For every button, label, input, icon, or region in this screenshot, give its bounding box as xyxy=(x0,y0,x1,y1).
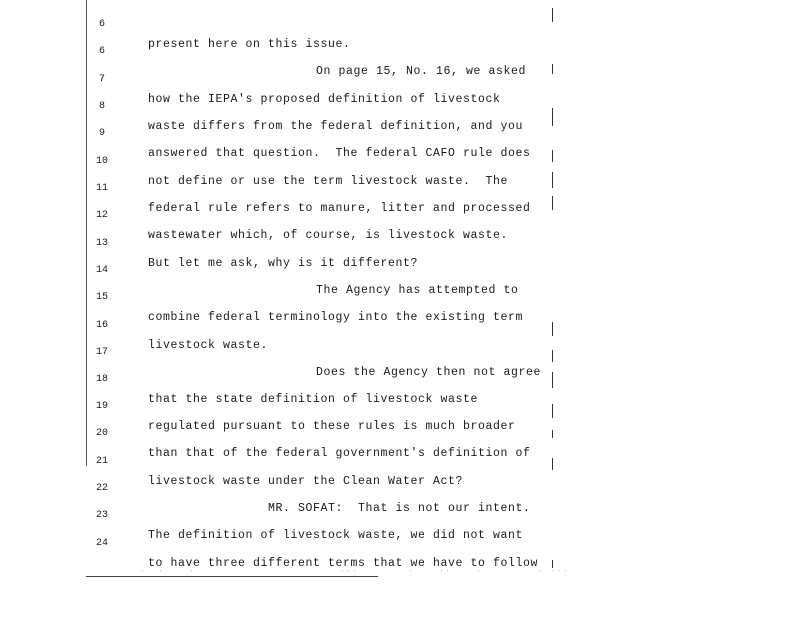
line-number: 6 xyxy=(98,46,105,57)
line-text: Does the Agency then not agree xyxy=(316,366,542,379)
line-text: livestock waste. xyxy=(148,339,269,352)
right-margin-mark xyxy=(552,404,553,418)
line-number: 18 xyxy=(95,374,108,385)
line-text: regulated pursuant to these rules is much broader xyxy=(148,420,516,433)
line-text: The definition of livestock waste, we did not want xyxy=(148,529,524,542)
line-number: 22 xyxy=(95,483,108,494)
line-number: 6 xyxy=(98,19,105,30)
right-margin-mark xyxy=(552,372,553,388)
line-text: than that of the federal government's definition of xyxy=(148,447,531,460)
right-margin-mark xyxy=(552,64,553,74)
line-text: wastewater which, of course, is livestock waste. xyxy=(148,229,509,242)
footer-scan-marks: ˙˙˙ ˙ ˙˙ ˙ ˙ ˙˙˙ xyxy=(340,571,570,579)
line-text: answered that question. The federal CAFO rule does xyxy=(148,147,531,160)
right-margin-mark xyxy=(552,458,553,470)
line-number: 10 xyxy=(95,156,108,167)
right-margin-mark xyxy=(552,108,553,126)
right-margin-mark xyxy=(552,196,553,210)
right-margin-mark xyxy=(552,8,553,22)
line-text: to have three different terms that we have to follow xyxy=(148,557,539,570)
line-number: 11 xyxy=(95,183,108,194)
line-text: livestock waste under the Clean Water Act? xyxy=(148,475,464,488)
line-number: 17 xyxy=(95,347,108,358)
right-margin-mark xyxy=(552,350,553,362)
line-number: 20 xyxy=(95,428,108,439)
line-number: 24 xyxy=(95,538,108,549)
line-text: waste differs from the federal definition, and you xyxy=(148,120,524,133)
line-text: On page 15, No. 16, we asked xyxy=(316,65,527,78)
line-text: not define or use the term livestock waste. The xyxy=(148,175,509,188)
line-number: 14 xyxy=(95,265,108,276)
line-number: 16 xyxy=(95,320,108,331)
right-margin-mark xyxy=(552,172,553,188)
line-number: 15 xyxy=(95,292,108,303)
line-number: 21 xyxy=(95,456,108,467)
footer-rule xyxy=(86,576,378,577)
line-number: 7 xyxy=(98,74,105,85)
line-number: 23 xyxy=(95,510,108,521)
line-number: 9 xyxy=(98,128,105,139)
line-text: But let me ask, why is it different? xyxy=(148,257,419,270)
line-number: 13 xyxy=(95,238,108,249)
line-text: that the state definition of livestock waste xyxy=(148,393,479,406)
line-text: The Agency has attempted to xyxy=(316,284,519,297)
footer-scan-marks: ˙ ˙ ˙ xyxy=(140,571,196,579)
right-margin-mark xyxy=(552,560,553,568)
line-number: 19 xyxy=(95,401,108,412)
right-margin-mark xyxy=(552,150,553,162)
line-text: federal rule refers to manure, litter and processed xyxy=(148,202,531,215)
line-number: 8 xyxy=(98,101,105,112)
line-text: present here on this issue. xyxy=(148,38,351,51)
line-text: combine federal terminology into the existing term xyxy=(148,311,524,324)
line-text: MR. SOFAT: That is not our intent. xyxy=(268,502,531,515)
line-text: how the IEPA's proposed definition of livestock xyxy=(148,93,501,106)
right-margin-mark xyxy=(552,430,553,438)
left-margin-rule xyxy=(86,0,87,466)
right-margin-mark xyxy=(552,322,553,336)
line-number: 12 xyxy=(95,210,108,221)
transcript-line xyxy=(0,0,351,51)
